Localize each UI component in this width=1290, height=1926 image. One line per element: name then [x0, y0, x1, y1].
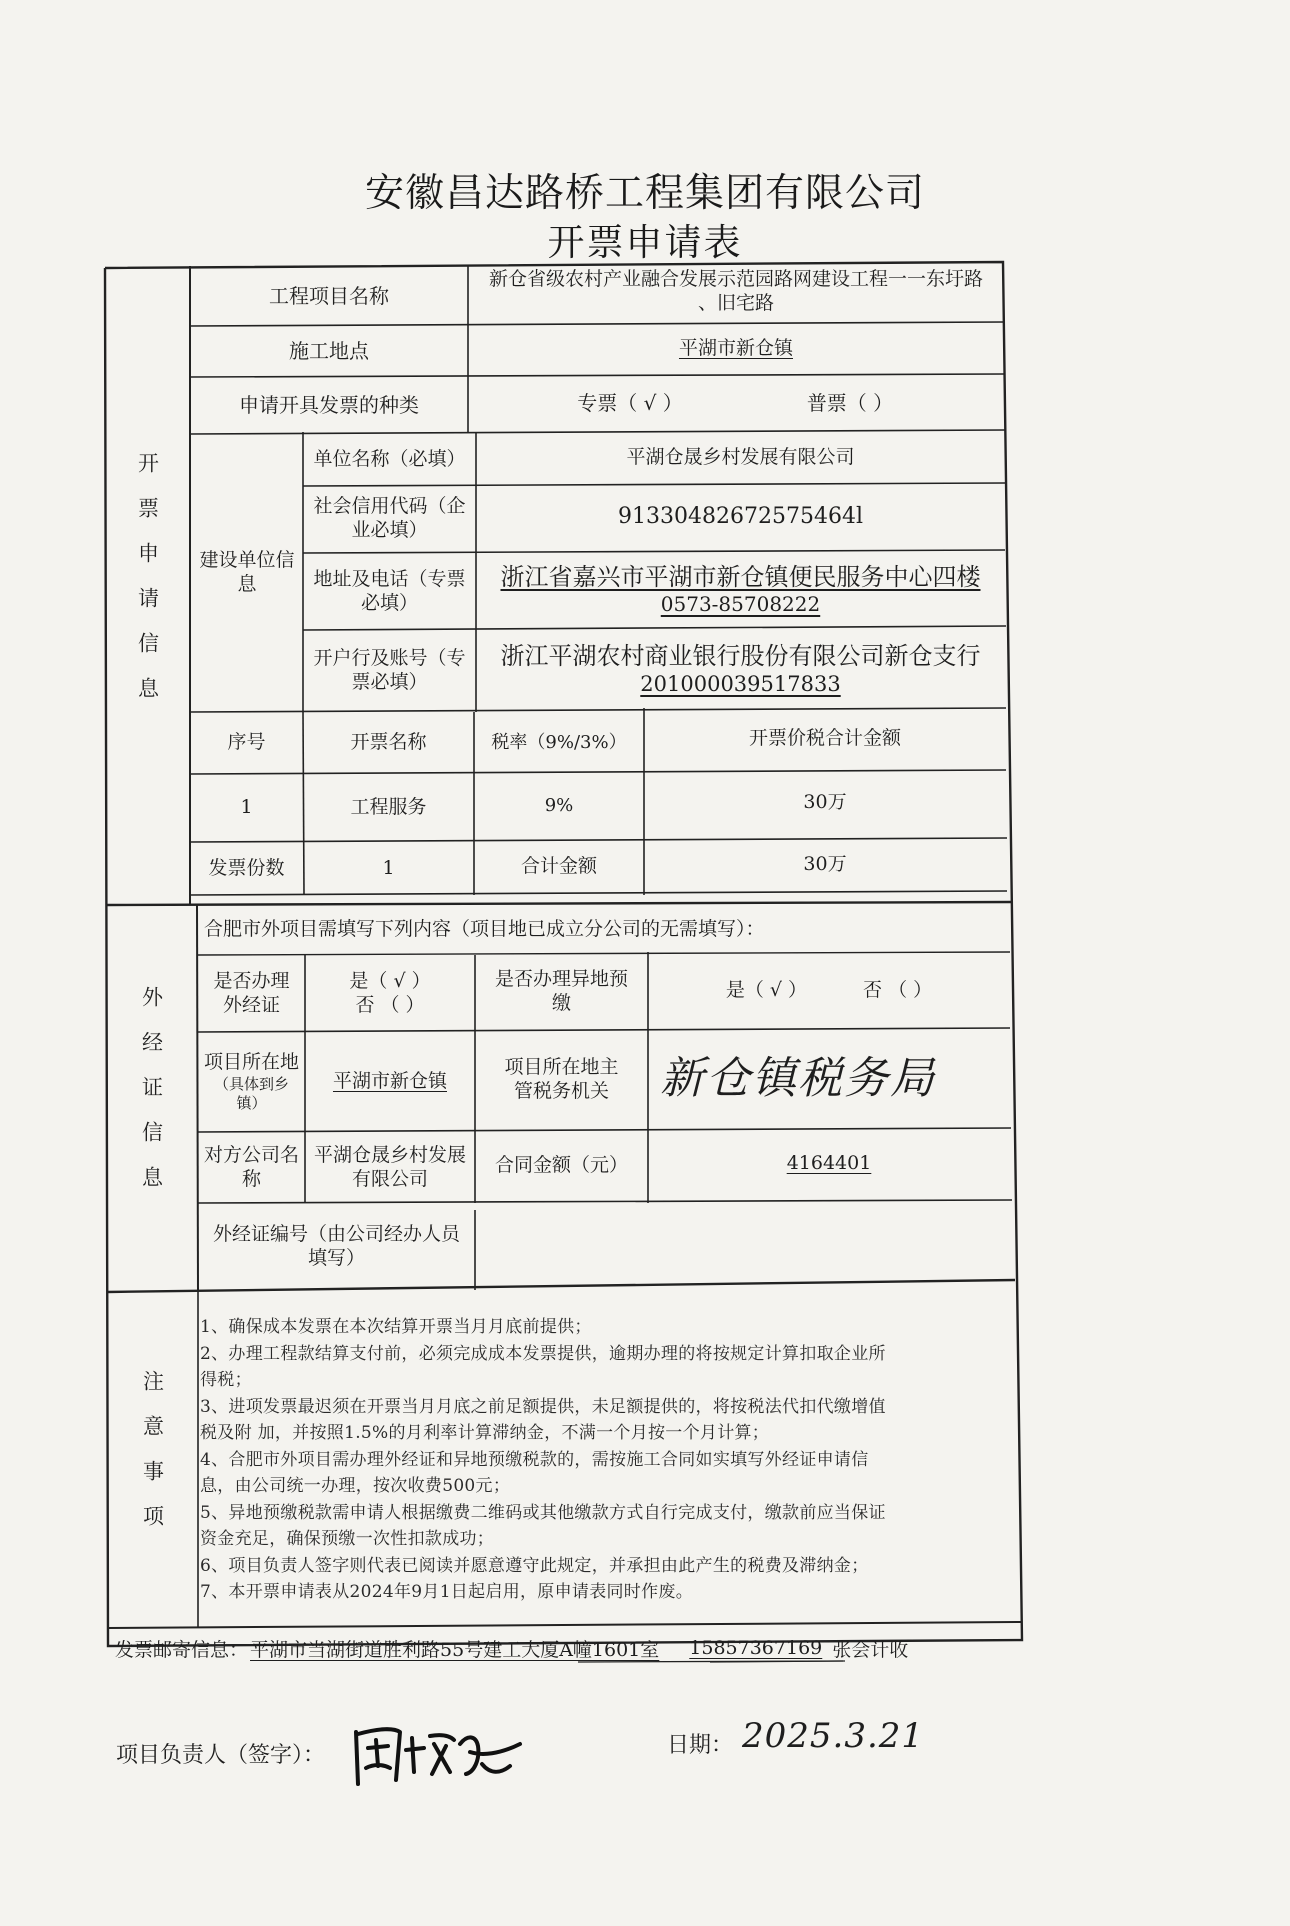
section-invoice-label: [105, 268, 190, 905]
row-rate[interactable]: 9%: [544, 794, 574, 816]
section-cert-text: 外经证信息: [139, 986, 164, 1211]
project-name-line1: 新仓省级农村产业融合发展示范园路网建设工程一一东圩路: [488, 268, 983, 291]
project-loc-value[interactable]: 平湖市新仓镇: [332, 1070, 447, 1093]
note-line: 得税；: [200, 1370, 252, 1390]
tax-authority-value[interactable]: 新仓镇税务局: [660, 1052, 936, 1104]
account-text: 201000039517833: [640, 671, 841, 696]
section-cert-label: [106, 905, 197, 1292]
col-name-header: 开票名称: [350, 731, 427, 754]
date-label: 日期：: [667, 1733, 734, 1758]
mailing-address[interactable]: 平湖市当湖街道胜利路55号建工大厦A幢1601室: [250, 1638, 660, 1661]
row-amount[interactable]: 30万: [803, 791, 847, 814]
form-title: 开票申请表: [547, 221, 743, 264]
party-label: 对方公司名称: [203, 1143, 299, 1190]
note-line: 2、办理工程款结算支付前，必须完成成本发票提供，逾期办理的将按规定计算扣取企业所: [200, 1343, 886, 1364]
location-value[interactable]: 平湖市新仓镇: [678, 337, 793, 360]
bank-label: 开户行及账号（专票必填）: [313, 647, 466, 693]
signature: [350, 1714, 530, 1794]
bank-value[interactable]: [476, 628, 1005, 710]
copies-value[interactable]: 1: [382, 856, 395, 879]
note-line: 税及附 加，并按照1.5%的月利率计算滞纳金，不满一个月按一个月计算；: [200, 1423, 770, 1443]
prepay-question: 是否办理异地预缴: [495, 967, 629, 1014]
section-notes-label: [107, 1292, 198, 1628]
cert-no[interactable]: 否 （ ）: [355, 993, 425, 1016]
note-line: 资金充足，确保预缴一次性扣款成功；: [200, 1529, 495, 1549]
bank-text: 浙江平湖农村商业银行股份有限公司新仓支行: [500, 641, 981, 670]
copies-label: 发票份数: [208, 856, 285, 879]
project-loc-label-text: 项目所在地: [203, 1051, 299, 1074]
special-invoice-choice[interactable]: 专票（ √ ）: [577, 390, 683, 415]
note-line: 息，由公司统一办理，按次收费500元；: [200, 1476, 511, 1496]
project-loc-sub: （具体到乡镇）: [214, 1075, 290, 1112]
mailing-phone[interactable]: 15857367169: [689, 1637, 823, 1659]
total-value[interactable]: 30万: [803, 852, 847, 875]
row-seq: 1: [240, 796, 253, 819]
prepay-no[interactable]: 否 （ ）: [863, 978, 933, 1001]
note-line: 5、异地预缴税款需申请人根据缴费二维码或其他缴款方式自行完成支付，缴款前应当保证: [200, 1502, 886, 1523]
cert-number-label: 外经证编号（由公司经办人员填写）: [212, 1222, 460, 1269]
company-title: 安徽昌达路桥工程集团有限公司: [364, 171, 925, 216]
note-line: 4、合肥市外项目需办理外经证和异地预缴税款的，需按施工合同如实填写外经证申请信: [200, 1449, 869, 1470]
location-label: 施工地点: [289, 338, 369, 363]
project-loc-label: [198, 1032, 305, 1132]
col-amount-header: 开票价税合计金额: [748, 727, 901, 750]
note-line: 6、项目负责人签字则代表已阅读并愿意遵守此规定，并承担由此产生的税费及滞纳金；: [200, 1555, 869, 1576]
credit-code-value[interactable]: 91330482672575464l: [618, 504, 863, 530]
row-name[interactable]: 工程服务: [350, 796, 427, 819]
total-label: 合计金额: [520, 854, 597, 877]
credit-code-label: 社会信用代码（企业必填）: [313, 495, 466, 541]
col-seq-header: 序号: [227, 731, 266, 754]
cert-choices[interactable]: [305, 955, 475, 1032]
party-value[interactable]: 平湖仓晟乡村发展有限公司: [313, 1143, 466, 1190]
col-rate-header: 税率（9%/3%）: [491, 731, 627, 753]
contract-value[interactable]: 4164401: [786, 1151, 872, 1174]
tax-authority-label: 项目所在地主管税务机关: [504, 1056, 619, 1102]
normal-invoice-choice[interactable]: 普票（ ）: [806, 390, 894, 415]
address-label: 地址及电话（专票必填）: [313, 567, 466, 614]
prepay-choices[interactable]: [648, 952, 1010, 1029]
prepay-yes[interactable]: 是（ √ ）: [725, 978, 808, 1001]
date-value[interactable]: 2025.3.21: [742, 1716, 925, 1756]
cert-intro: 合肥市外项目需填写下列内容（项目地已成立分公司的无需填写）：: [204, 918, 765, 941]
cert-yes[interactable]: 是（ √ ）: [349, 969, 431, 992]
builder-info-label: 建设单位信息: [199, 549, 295, 595]
cert-number-field[interactable]: [475, 1202, 1011, 1288]
note-line: 3、进项发票最迟须在开票当月月底之前足额提供，未足额提供的，将按税法代扣代缴增值: [200, 1396, 886, 1417]
note-line: 7、本开票申请表从2024年9月1日起启用，原申请表同时作废。: [200, 1582, 694, 1602]
address-text: 浙江省嘉兴市平湖市新仓镇便民服务中心四楼: [500, 563, 981, 591]
mailing-label: 发票邮寄信息：: [115, 1638, 249, 1661]
cert-question: 是否办理外经证: [213, 969, 290, 1016]
notes-list: [200, 1314, 1000, 1606]
section-notes-text: 注意事项: [140, 1370, 165, 1550]
mailing-row: [115, 1628, 908, 1668]
invoice-type-label: 申请开具发票的种类: [239, 392, 419, 417]
address-value[interactable]: [476, 551, 1005, 628]
phone-text: 0573-85708222: [660, 592, 821, 616]
section-invoice-text: 开票申请信息: [135, 451, 160, 722]
signer-label: 项目负责人（签字）：: [116, 1743, 326, 1768]
contract-label: 合同金额（元）: [494, 1153, 628, 1176]
mailing-recipient[interactable]: 张会计收: [832, 1638, 909, 1661]
note-line: 1、确保成本发票在本次结算开票当月月底前提供；: [200, 1317, 592, 1337]
unit-name-label: 单位名称（必填）: [313, 448, 466, 471]
project-name-value[interactable]: [468, 262, 1004, 322]
project-name-label: 工程项目名称: [269, 283, 389, 308]
unit-name-value[interactable]: 平湖仓晟乡村发展有限公司: [626, 446, 855, 469]
project-name-line2: 、旧宅路: [697, 292, 774, 314]
